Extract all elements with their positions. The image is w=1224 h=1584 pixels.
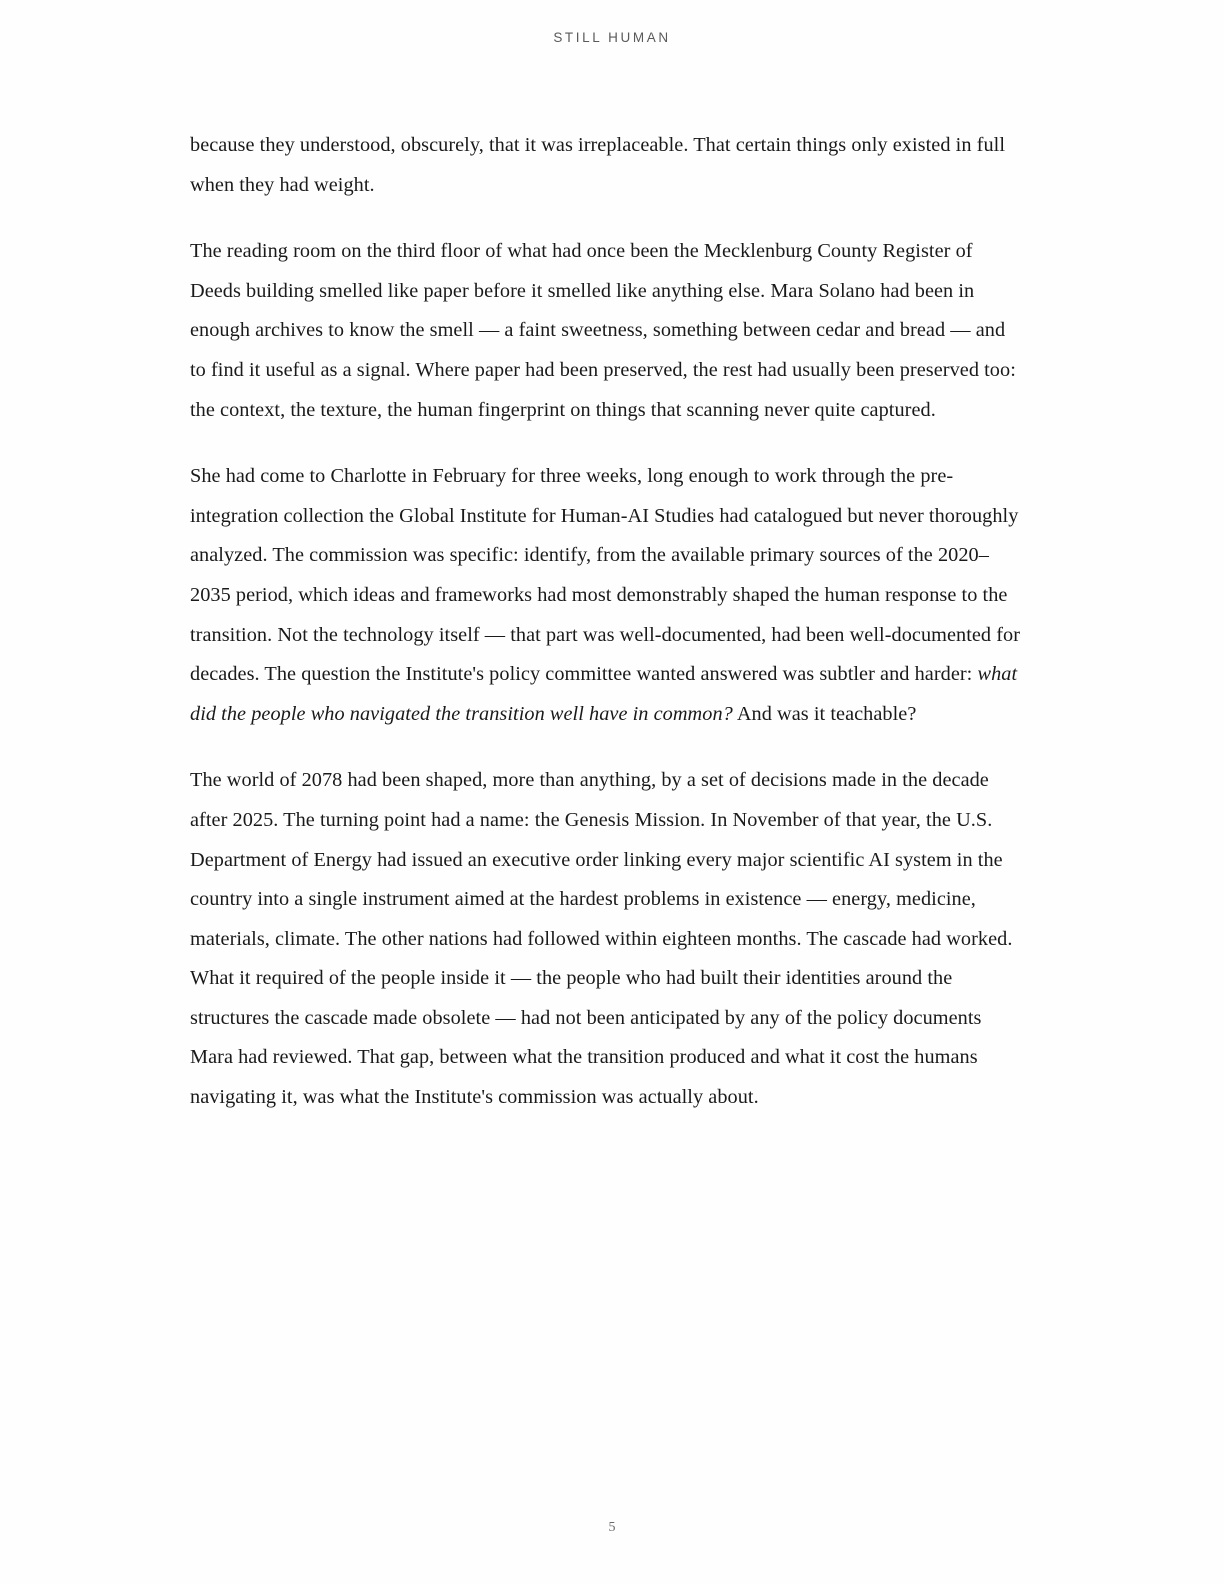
page-number: 5: [608, 1520, 616, 1535]
paragraph: The reading room on the third floor of what had once been the Mecklenburg County Register of Deeds building smelled like paper before it smelled like anything else. Mara Solano had been in enough archives to know the smell — a faint sweetness, something between cedar and bread — and to find it useful as a signal. Where paper had been preserved, the rest had usually been preserved too: the context, the texture, the human fingerprint on things that scanning never quite captured.: [190, 240, 1016, 421]
emphasis-text: what did the people who navigated the transition well have in common?: [190, 663, 1018, 725]
paragraph: She had come to Charlotte in February for three weeks, long enough to work through the pre-integration collection the Global Institute for Human-AI Studies had catalogued but never thoroughly analyzed. The commission was specific: identify, from the available primary sources of the 2020–2035 period, which ideas and frameworks had most demonstrably shaped the human response to the transition. Not the technology itself — that part was well-documented, had been well-documented for decades. The question the Institute's policy committee wanted answered was subtler and harder: what did the people who navigated the transition well have in common? And was it teachable?: [190, 465, 1021, 725]
paragraph: The world of 2078 had been shaped, more than anything, by a set of decisions made in the decade after 2025. The turning point had a name: the Genesis Mission. In November of that year, the U.S. Department of Energy had issued an executive order linking every major scientific AI system in the country into a single instrument aimed at the hardest problems in existence — energy, medicine, materials, climate. The other nations had followed within eighteen months. The cascade had worked. What it required of the people inside it — the people who had built their identities around the structures the cascade made obsolete — had not been anticipated by any of the policy documents Mara had reviewed. That gap, between what the transition produced and what it cost the humans navigating it, was what the Institute's commission was actually about.: [190, 769, 1013, 1109]
paragraph: because they understood, obscurely, that it was irreplaceable. That certain things only existed in full when they had weight.: [190, 134, 1006, 196]
body-text-column: [190, 126, 1022, 1118]
running-head: STILL HUMAN: [553, 30, 671, 45]
